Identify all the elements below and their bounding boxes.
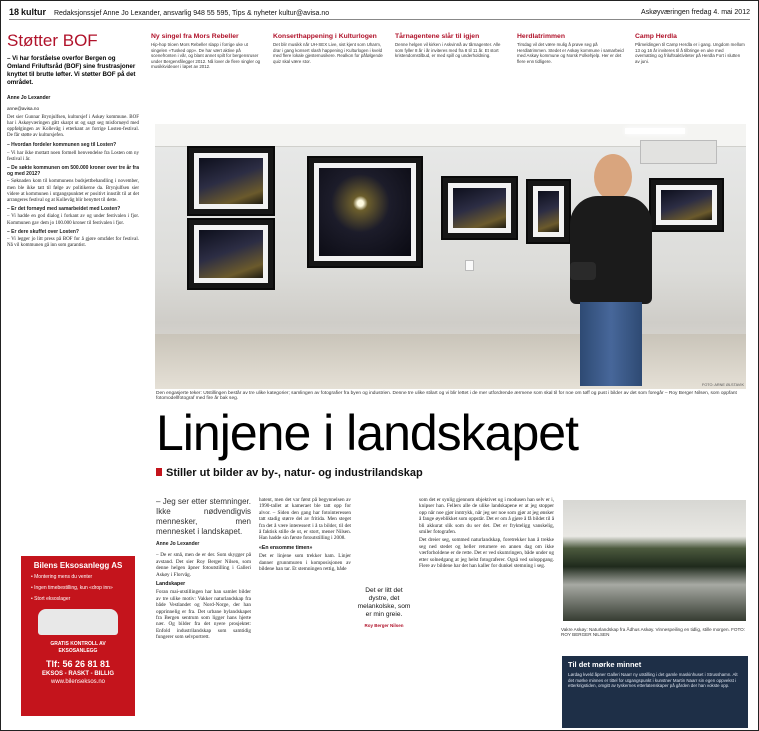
ad-tagline: GRATIS KONTROLL AV EKSOSANLEGG (50, 641, 106, 654)
framed-photo-2 (187, 218, 275, 290)
header-meta: Redaksjonssjef Anne Jo Lexander, ansvarlig 948 55 595, Tips & nyheter kultur@avisa.no (53, 10, 330, 17)
info-box (562, 656, 748, 728)
article-body-1: – De er små, men de er der. Som skygger på avstand. Det sier Roy Berger Nilsen, som denne helgen åpner fotoutstilling i Galleri Askøy i Florvåg. (156, 552, 251, 578)
brief-body: Denne helgen vil kirken i Askvinnå av tårnagenter. Alle som fyller 8 år i år inviteres med fra 8 til 11 år. Et stort kristendomstilbud, er med spill og underholdning. (395, 42, 501, 59)
ad-slogan: EKSOS - RASKT - BILLIG (42, 671, 114, 677)
article-subhead-ensomme-timen: «En ensomme timen» (259, 544, 313, 551)
landscape-credit: FOTO: ROY BERGER NILSEN (561, 627, 746, 637)
camera-icon (570, 262, 596, 280)
news-briefs (151, 25, 751, 117)
ad-title: Bilens Eksosanlegg AS (33, 561, 123, 570)
section-label: kultur (20, 7, 46, 17)
article-subhead-landskaper: Landskaper (156, 581, 186, 588)
framed-photo-4 (441, 176, 518, 240)
wall-outlet (465, 260, 474, 271)
ad-line-3: • Stort eksoslager (31, 596, 71, 602)
article-byline: Anne Jo Lexander (156, 541, 200, 547)
brief-body: Tirsdag vil det være mulig å prøve seg på Herdlatrimmen. Stedet er Askøy kommune i samarbeid med Askøy kommune og Norsk Folkehjelp. Her er det flere enn tidligere. (517, 42, 624, 64)
brief-camp-herdla (635, 33, 745, 64)
article-headline: Linjene i landskapet (156, 405, 578, 461)
head (594, 154, 632, 200)
jeans (580, 302, 642, 386)
ad-phone: Tlf: 56 26 81 81 (45, 659, 111, 669)
landscape-photo-caption (561, 627, 747, 637)
article-body-6: Det dreier seg, sommed naturlandskap, foretrekker han å trekke seg ned stedet og heller returnere en annen dag om ikke værforholdene er de rette. Det er ved skumringen, både under og etter solnedgang at jeg helst fotograferer. Også ved soloppgang. Flere av bildene har det han kaller for dunkel stemning i seg. (419, 537, 554, 570)
brief-body: Påmeldingen til Camp Herdla er i gang. Ungdom mellom 13 og 16 år inviteres til å tilbringe en uke med overnatting og friluftsaktiviteter på Herdla Fort i slutten av juni. (635, 42, 745, 64)
left-article-lede: – Vi har forståelse overfor Bergen og Omland Friluftsråd (BOF) sine frustrasjoner knyttet til brutte løfter. Vi støtter BOF på det området. (7, 55, 136, 86)
framed-photo-5 (526, 179, 571, 244)
left-question-3: – Er det fornøyd med samarbeidet med Losten? (7, 206, 121, 213)
article-column-1 (156, 497, 251, 722)
ad-line-1: • Montering mens du venter (31, 574, 93, 580)
brief-title: Konserthappening i Kulturlogen (273, 33, 377, 40)
pull-quote-author: Roy Berger Nilsen (364, 623, 404, 628)
left-answer-4: – Vi legger jo litt press på BOF for å gjøre området for festival. Nå vil kommunen gå inn som garantist. (7, 237, 139, 249)
floor (155, 334, 746, 389)
left-body-intro: Det sier Gunnar Brynjulfsen, kultursjef i Askøy kommune. BOF har i Askøyværingen gått skarpt ut og sagt seg misfornøyd med oppfølgingen av Kollevåg i etterkant av forrige Losten-festival. De får støtte av kultursjefen. (7, 114, 139, 139)
left-answer-2: – Søknaden kom til kommunens budsjettbehandling i november, men ble ikke tatt til følge av politikerne da. Brynjulfsen sier videre at kommunen i utgangspunktet er positivt innstilt til at det arrangeres festival og at Kollevåg blir benyttet til dette. (7, 179, 139, 204)
left-question-4: – Er dere skuffet over Losten? (7, 228, 79, 235)
info-box-body: Lørdag kveld åpner Galleri Naarr ny utstilling i det gamle maskinhuset i Strusshamn. Alt det mørke minnes er tittel for utgangspunkt i kunstner Martin Naarr sin egen oppvekst i etterkrigstiden, omgitt av tyskernes etterlatenskaper på gården der han vokste opp. (568, 672, 738, 689)
landscape-photo (563, 500, 746, 621)
page-header (9, 6, 750, 20)
ad-website[interactable]: www.bilenseksos.no (50, 679, 106, 685)
article-body-5: som det er synlig gjennom objektivet og i modusen han selv er i, knipser han. Fellers alle de ulike landskapene er at jeg stopper opp når noe gjør inntrykk, når jeg ser noe som gjør at jeg ønsker å fange øyeblikket som oppstår. Det er om å gjøre å få bildet til å bli akkurat slik som du ser det. Det er frykteligg vanskelig, smiler fotografen. (419, 497, 554, 536)
brief-mors-rebeller (151, 33, 261, 70)
brief-tarnagentene (395, 33, 505, 59)
left-answer-1: – Vi har ikke mottatt noen formell henvendelse fra Losten om ny festival i år. (7, 150, 139, 162)
red-square-icon (156, 468, 162, 476)
brief-kulturlogen (273, 33, 383, 64)
article-subheadline (156, 467, 423, 479)
info-box-title: Til det mørke minnet (568, 660, 642, 669)
ad-line-2: • Ingen timebestilling, kun «drop inn» (31, 585, 113, 591)
article-column-3 (419, 497, 554, 722)
left-question-2: – De søkte kommunen om 500.000 kroner over tre år fra og med 2012? (7, 165, 139, 178)
brief-body: Hip-hop trioen Mors Rebeller slapp i forrige uke ut singelen «Tusked opp». De har vært aktive på scenefronten i vår, og blant annet spilt for bergensruser under Bergensfilegger 2012. Nå lover de flere singler og musikkvideoer i løpet av 2012. (151, 42, 261, 70)
heat-pump (640, 140, 717, 164)
photo-caption: Den engasjerte teker: Utstillingen består av tre ulike kategorier; samlingen av fotografier fra byen og industrien. Denne tre ulike stilart og vi blir lettet i de mer utfordrende ærmene som skal til for noe om tøff og pust i bilder av det som foregår – Roy Berger Nilsen, som oppfant fotomodellfotograf med fire år bak seg. (156, 391, 737, 401)
page-number: 18 (9, 7, 20, 17)
brief-title: Ny singel fra Mors Rebeller (151, 33, 239, 40)
framed-photo-3 (307, 156, 423, 268)
left-article-body (7, 115, 139, 250)
left-article-title: Støtter BOF (7, 31, 98, 50)
left-answer-3: – Vi hadde en god dialog i forkant av og under festivalen i fjor. Kommunen gav dem jo 100.000 kroner til festivalen i fjor. (7, 214, 139, 226)
article-body-4: Det er linjene som trekker ham. Linjer danner grunnmuren i komposisjonen av bildene han tar. Et stemningen rettig, både (259, 553, 351, 573)
left-article-email: anne@avisa.no (7, 106, 39, 111)
gallery-photo (155, 124, 746, 389)
brief-body: Det blir musikk når UH-SEX Live, sist kjent som Uharm, drar i gang konsert slash happening i Kulturlogen i kveld med flere lokale gjestemusikere. Realkon for påfølgende quiz skal være stor. (273, 42, 383, 64)
brief-title: Tårnagentene slår til igjen (395, 33, 480, 40)
framed-photo-6 (649, 178, 724, 232)
brief-herdlatrimmen (517, 33, 627, 64)
black-shirt (570, 196, 652, 304)
brief-title: Herdlatrimmen (517, 33, 565, 40)
left-article-byline: Anne Jo Lexander (7, 95, 51, 101)
framed-photo-1 (187, 146, 275, 216)
photo-credit: FOTO: ARNE ØLSTAVIK (702, 383, 744, 387)
pull-quote-text: Det er litt det dystre, det melankolske, som er min greie. (357, 587, 411, 618)
ceiling-light (625, 128, 685, 134)
subheadline-text: Stiller ut bilder av by-, natur- og industrilandskap (166, 467, 423, 479)
article-body-3: hatent, men det var først på begynnelsen av 1990-tallet at kameraet ble tatt opp for alvor. – Siden den gang har fotointeressen tatt stadig større del av fritida. Men steget fra det å være interessert i å ta bilder, til det å faktisk stille de ut, er stort, mener Nilsen. Han hadde sin første fotoutstilling i 2008. (259, 497, 351, 542)
advertisement[interactable] (21, 556, 135, 716)
article-body-2: Foran mai-utstillingen har han samlet bilder av tre ulike motiv: Vakker naturlandskap fra både Vestlandet og Nord-Norge, der han opprinnelig er fra. Det urbane bylandskapet fra Bergen sentrum som ligger hans hjerte nær. Og bilder fra det nyere prosjektet: Enfold industrilandskap som samtidig fungerer som selvportrett. (156, 589, 251, 641)
landscape-caption-text: Vakre Askøy: Naturlandskap fra Ådhus Askøy. Vinnespeiling en tidlig, stille morgen. (561, 627, 730, 632)
brief-title: Camp Herdla (635, 33, 677, 40)
article-column-2 (259, 497, 351, 722)
car-icon (38, 609, 118, 635)
left-question-1: – Hvordan fordeler kommunen seg til Losten? (7, 142, 117, 149)
pull-quote (355, 587, 413, 630)
article-intro: – Jeg ser etter stemninger. Ikke nødvendigvis mennesker, men mennesket i landskapet. (156, 497, 251, 536)
header-date: Askøyværingen fredag 4. mai 2012 (641, 9, 750, 16)
